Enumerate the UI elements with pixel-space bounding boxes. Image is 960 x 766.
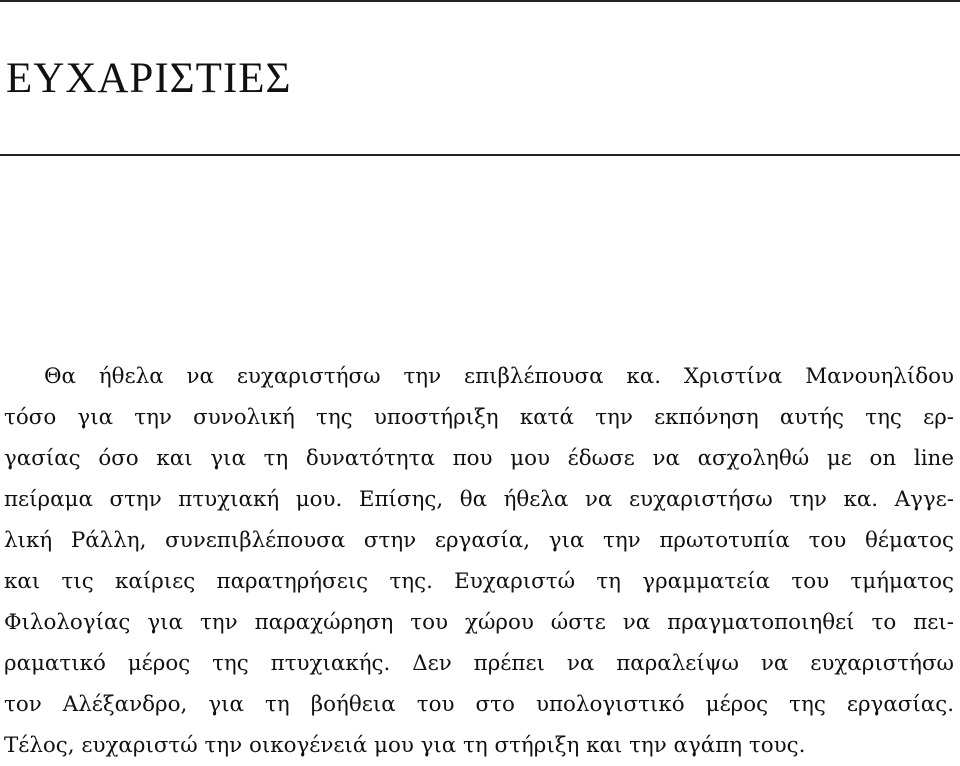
paragraph-line: ραματικό μέρος της πτυχιακής. Δεν πρέπει να παραλείψω να ευχαριστήσω xyxy=(4,651,954,676)
paragraph-line: Θα ήθελα να ευχαριστήσω την επιβλέπουσα κα. Χριστίνα Μανουηλίδου xyxy=(44,364,954,389)
paragraph-line: Φιλολογίας για την παραχώρηση του χώρου ώστε να πραγματοποιηθεί το πει- xyxy=(4,610,954,635)
paragraph-line: πείραμα στην πτυχιακή μου. Επίσης, θα ήθελα να ευχαριστήσω την κα. Αγγε- xyxy=(4,487,954,512)
top-rule xyxy=(0,0,960,2)
acknowledgements-paragraph xyxy=(4,356,954,766)
paragraph-line: και τις καίριες παρατηρήσεις της. Ευχαριστώ τη γραμματεία του τμήματος xyxy=(4,569,954,594)
page-title: ΕΥΧΑΡΙΣΤΙΕΣ xyxy=(6,55,292,102)
title-rule xyxy=(0,154,960,156)
paragraph-line: λική Ράλλη, συνεπιβλέπουσα στην εργασία, για την πρωτοτυπία του θέματος xyxy=(4,528,954,553)
paragraph-line: τον Αλέξανδρο, για τη βοήθεια του στο υπολογιστικό μέρος της εργασίας. xyxy=(4,692,954,717)
paragraph-line: τόσο για την συνολική της υποστήριξη κατά την εκπόνηση αυτής της ερ- xyxy=(4,405,954,430)
paragraph-line: Τέλος, ευχαριστώ την οικογένειά μου για τη στήριξη και την αγάπη τους. xyxy=(4,733,806,758)
paragraph-line: γασίας όσο και για τη δυνατότητα που μου έδωσε να ασχοληθώ με on line xyxy=(4,446,954,471)
